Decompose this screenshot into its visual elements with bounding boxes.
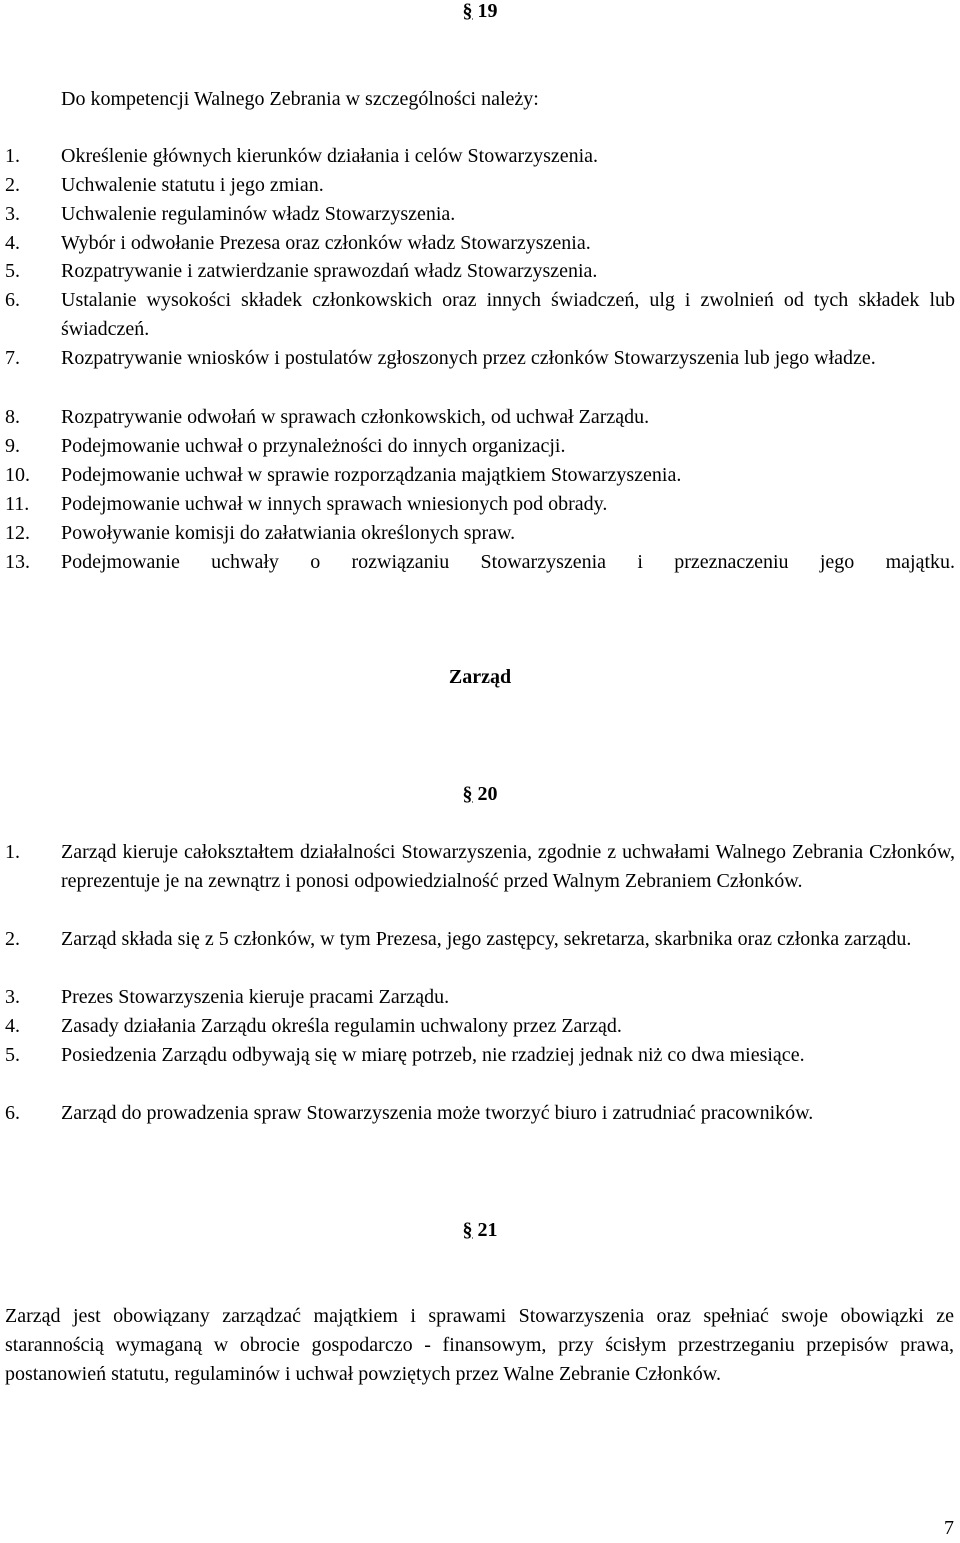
board-duties-paragraph: Zarząd jest obowiązany zarządzać majątkiem i sprawami Stowarzyszenia oraz spełniać swoje obowiązki ze starannością wymaganą w obrocie gospodarczo - finansowym, przy ścisłym przestrzeganiu przepisów prawa, postanowień statutu, regulaminów i uchwał powziętych przez Walne Zebranie Członków. xyxy=(5,1305,954,1385)
list-item: 2. Zarząd składa się z 5 członków, w tym Prezesa, jego zastępcy, sekretarza, skarbnika oraz członka zarządu. xyxy=(5,928,912,950)
list-item: 11. Podejmowanie uchwał w innych sprawach wniesionych pod obrady. xyxy=(5,493,608,515)
section-sign: § xyxy=(462,0,473,22)
section-heading-19 xyxy=(0,0,960,26)
list-item: 5. Posiedzenia Zarządu odbywają się w miarę potrzeb, nie rzadziej jednak niż co dwa miesiące. xyxy=(5,1044,805,1066)
section-sign: § xyxy=(462,1219,473,1241)
list-item: 10. Podejmowanie uchwał w sprawie rozporządzania majątkiem Stowarzyszenia. xyxy=(5,464,682,486)
list-item: 1. Określenie głównych kierunków działania i celów Stowarzyszenia. xyxy=(5,145,599,167)
section-heading-21 xyxy=(0,1216,960,1245)
list-item: 1. Zarząd kieruje całokształtem działalności Stowarzyszenia, zgodnie z uchwałami Walnego Zebrania Członków, reprezentuje je na zewnątrz i ponosi odpowiedzialność przed Walnym Zebraniem Członków. xyxy=(5,841,955,892)
section-number: 20 xyxy=(477,783,498,805)
list-item: 7. Rozpatrywanie wniosków i postulatów zgłoszonych przez członków Stowarzyszenia lub jego władze. xyxy=(5,347,876,369)
list-item: 4. Zasady działania Zarządu określa regulamin uchwalony przez Zarząd. xyxy=(5,1015,622,1037)
section-sign: § xyxy=(462,783,473,805)
list-item: 6. Zarząd do prowadzenia spraw Stowarzyszenia może tworzyć biuro i zatrudniać pracowników. xyxy=(5,1102,814,1124)
chapter-title: Zarząd xyxy=(448,666,512,688)
intro-text: Do kompetencji Walnego Zebrania w szczególności należy: xyxy=(61,88,539,110)
list-item: 3. Uchwalenie regulaminów władz Stowarzyszenia. xyxy=(5,203,456,225)
page-number: 7 xyxy=(944,1517,954,1539)
section-number: 19 xyxy=(477,0,498,22)
list-item: 12. Powoływanie komisji do załatwiania określonych spraw. xyxy=(5,522,516,544)
list-item: 5. Rozpatrywanie i zatwierdzanie sprawozdań władz Stowarzyszenia. xyxy=(5,260,598,282)
list-item: 2. Uchwalenie statutu i jego zmian. xyxy=(5,174,324,196)
list-item: 8. Rozpatrywanie odwołań w sprawach członkowskich, od uchwał Zarządu. xyxy=(5,406,650,428)
list-item: 3. Prezes Stowarzyszenia kieruje pracami Zarządu. xyxy=(5,986,450,1008)
section-number: 21 xyxy=(477,1219,498,1241)
list-item: 13. Podejmowanie uchwały o rozwiązaniu Stowarzyszenia i przeznaczeniu jego majątku. xyxy=(5,551,955,573)
section-heading-20 xyxy=(0,780,960,809)
list-item: 9. Podejmowanie uchwał o przynależności do innych organizacji. xyxy=(5,435,566,457)
list-item: 6. Ustalanie wysokości składek członkowskich oraz innych świadczeń, ulg i zwolnień od tych składek lub świadczeń. xyxy=(5,289,955,340)
list-item: 4. Wybór i odwołanie Prezesa oraz członków władz Stowarzyszenia. xyxy=(5,232,591,254)
